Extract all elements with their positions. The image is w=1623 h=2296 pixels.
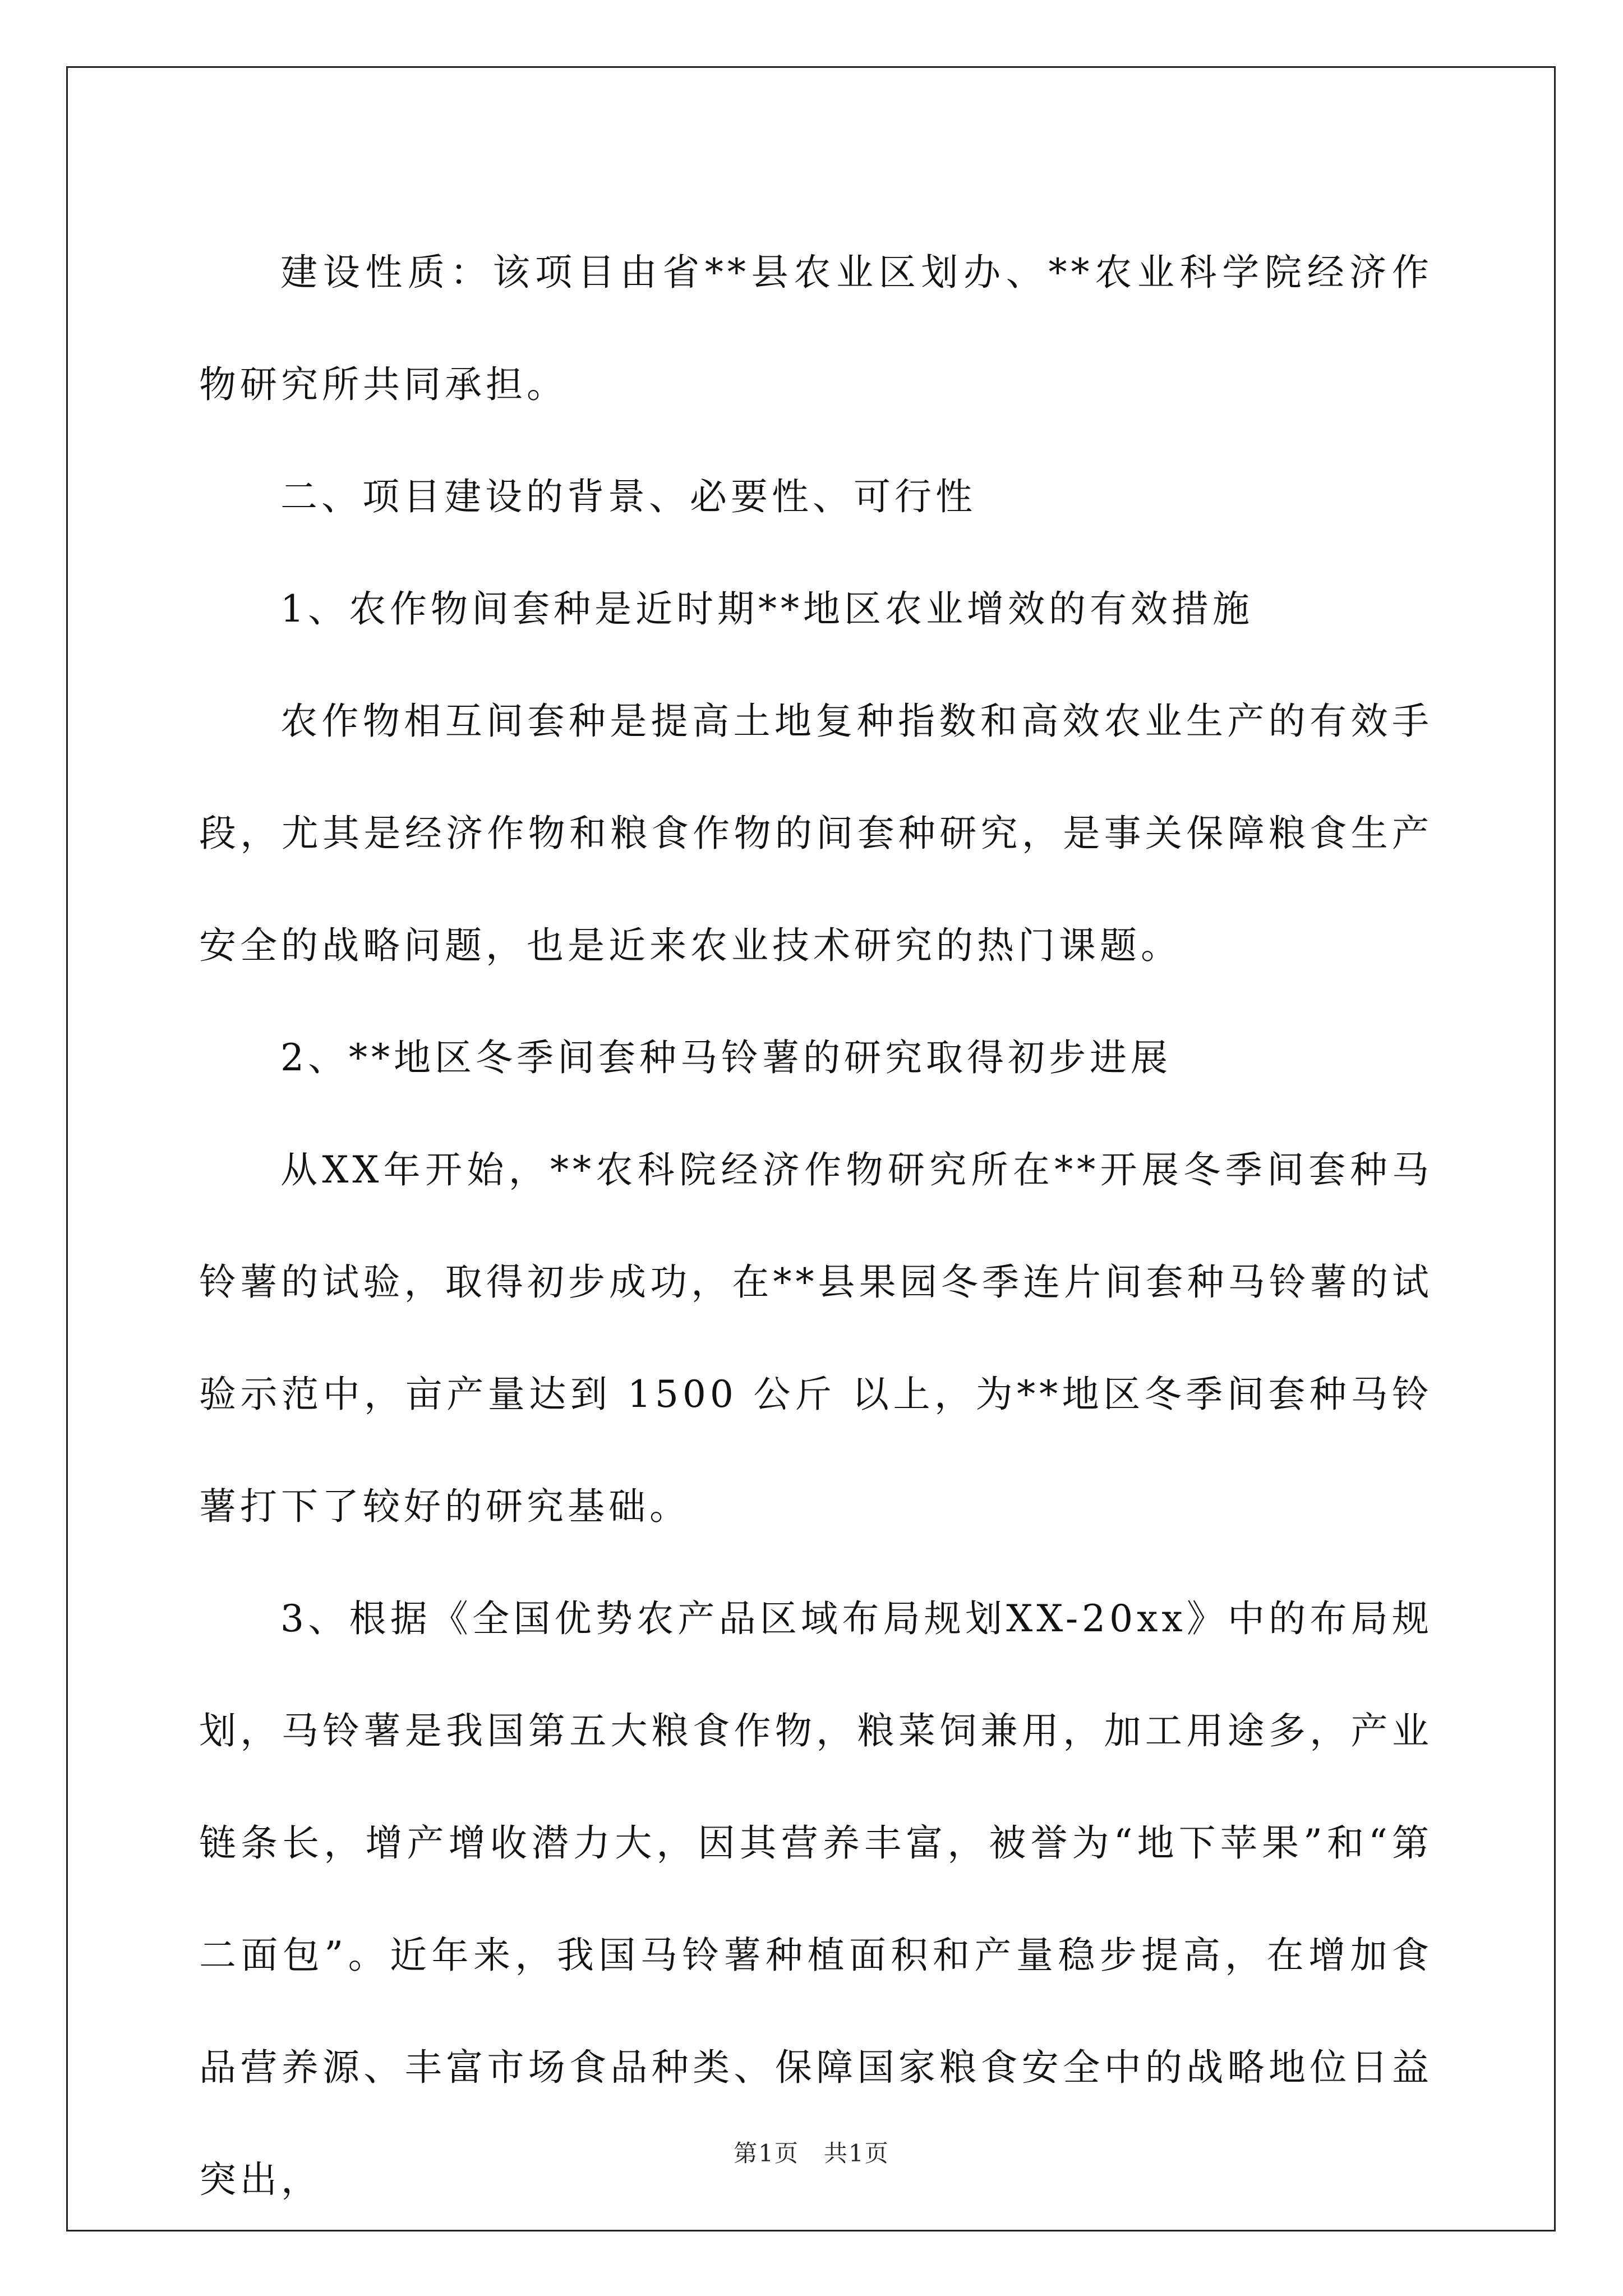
paragraph-national-layout-plan: 3、根据《全国优势农产品区域布局规划XX-20xx》中的布局规划，马铃薯是我国第五大粮食作物，粮菜饲兼用，加工用途多，产业链条长，增产增收潜力大，因其营养丰富，被誉为“地下苹果”和“第二面包”。近年来，我国马铃薯种植面积和产量稳步提高，在增加食品营养源、丰富市场食品种类、保障国家粮食安全中的战略地位日益突出， [199,1597,1433,2201]
subheading-intercropping-measure: 1、农作物间套种是近时期**地区农业增效的有效措施 [280,587,1253,631]
paragraph-intercropping-description: 农作物相互间套种是提高土地复种指数和高效农业生产的有效手段，尤其是经济作物和粮食作物的间套种研究，是事关保障粮食生产安全的战略问题，也是近来农业技术研究的热门课题。 [199,700,1433,967]
paragraph-winter-potato-trial: 从XX年开始，**农科院经济作物研究所在**开展冬季间套种马铃薯的试验，取得初步成功，在**县果园冬季连片间套种马铃薯的试验示范中，亩产量达到 1500 公斤 以上，为**地区冬季间套种马铃薯打下了较好的研究基础。 [199,1148,1433,1528]
document-body [199,217,1433,2236]
paragraph-construction-nature: 建设性质：该项目由省**县农业区划办、**农业科学院经济作物研究所共同承担。 [199,251,1433,406]
heading-background-necessity-feasibility: 二、项目建设的背景、必要性、可行性 [280,475,976,518]
subheading-winter-potato-progress: 2、**地区冬季间套种马铃薯的研究取得初步进展 [280,1036,1172,1079]
page-footer: 第1页 共1页 [734,2139,889,2167]
